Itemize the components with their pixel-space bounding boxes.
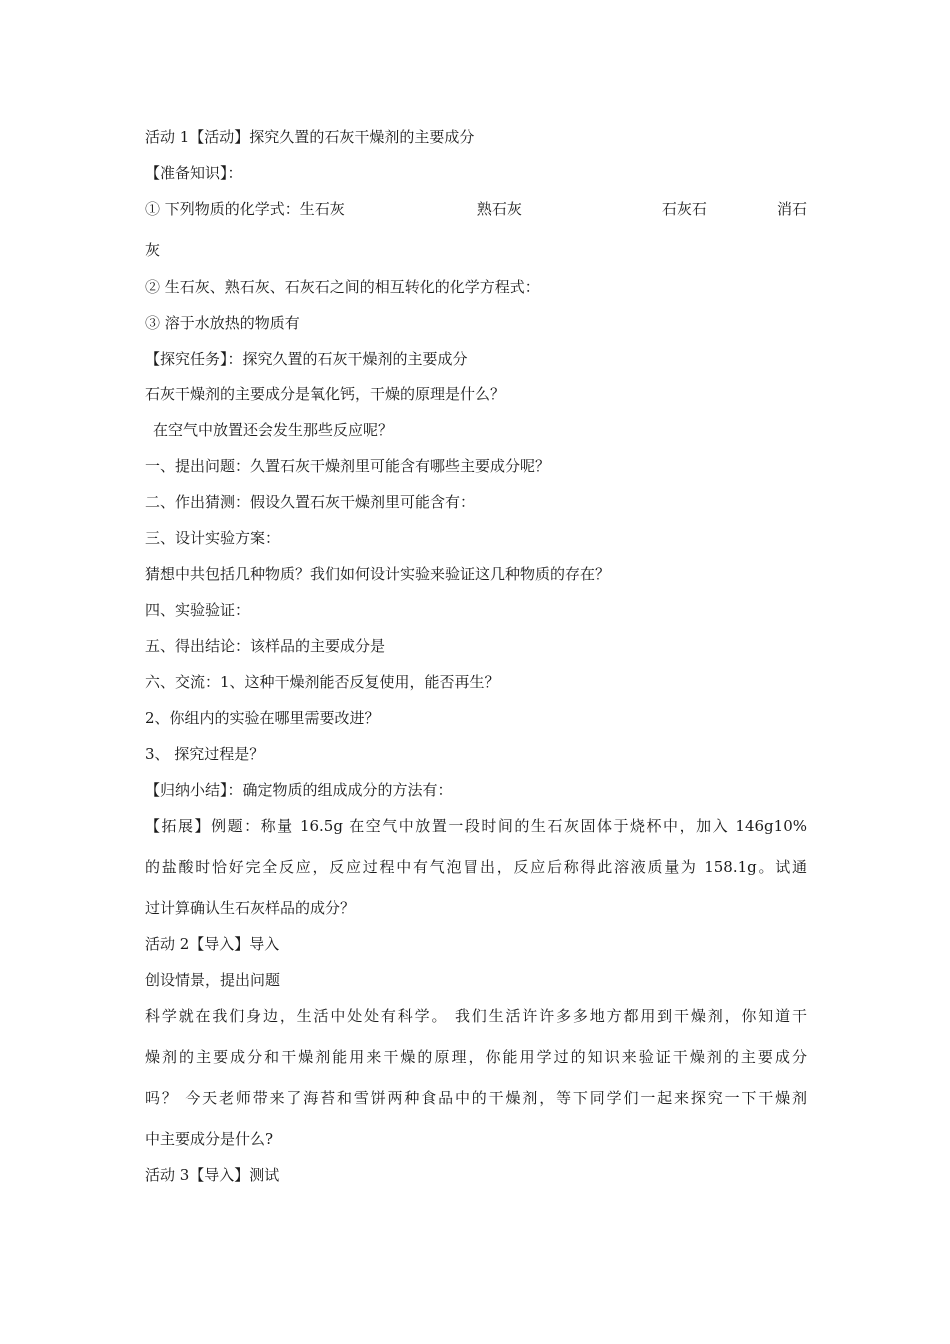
prep-heading: 【准备知识】：: [145, 164, 243, 182]
step-1: 一、提出问题：久置石灰干燥剂里可能含有哪些主要成分呢？: [145, 457, 551, 475]
task-heading: 【探究任务】：探究久置的石灰干燥剂的主要成分: [145, 350, 468, 368]
question-reactions: 在空气中放置还会发生那些反应呢？: [153, 421, 394, 439]
step-3: 三、设计实验方案：: [145, 529, 281, 547]
activity2-title: 活动 2【导入】导入: [145, 935, 280, 953]
extension-line-1: 【拓展】例题：称量 16.5g 在空气中放置一段时间的生石灰固体于烧杯中，加入 146g10%: [145, 817, 807, 835]
step-3-question: 猜想中共包括几种物质？我们如何设计实验来验证这几种物质的存在？: [145, 565, 611, 583]
item1-slaked-lime: 熟石灰: [476, 200, 522, 218]
item1-limestone: 石灰石: [661, 200, 707, 218]
step-4: 四、实验验证：: [145, 601, 251, 619]
intro-line-2: 燥剂的主要成分和干燥剂能用来干燥的原理，你能用学过的知识来验证干燥剂的主要成分: [145, 1048, 807, 1066]
activity1-title: 活动 1【活动】探究久置的石灰干燥剂的主要成分: [145, 128, 475, 146]
item1-row: [145, 199, 807, 219]
extension-line-2: 的盐酸时恰好完全反应，反应过程中有气泡冒出，反应后称得此溶液质量为 158.1g。试通: [145, 858, 807, 876]
intro-line-1: 科学就在我们身边，生活中处处有科学。 我们生活许许多多地方都用到干燥剂，你知道干: [145, 1007, 807, 1025]
item1-label: ① 下列物质的化学式：生石灰: [145, 200, 345, 218]
step-6-3: 3、 探究过程是？: [145, 745, 265, 763]
scenario: 创设情景，提出问题: [145, 971, 281, 989]
summary: 【归纳小结】：确定物质的组成成分的方法有：: [145, 781, 453, 799]
item3: ③ 溶于水放热的物质有: [145, 314, 300, 332]
intro-line-3: 吗？ 今天老师带来了海苔和雪饼两种食品中的干燥剂，等下同学们一起来探究一下干燥剂: [145, 1089, 807, 1107]
item1-hydrated-lime: 消石: [776, 200, 807, 218]
activity3-title: 活动 3【导入】测试: [145, 1166, 280, 1184]
step-2: 二、作出猜测：假设久置石灰干燥剂里可能含有：: [145, 493, 476, 511]
step-6: 六、交流：1、这种干燥剂能否反复使用，能否再生？: [145, 673, 500, 691]
step-5: 五、得出结论：该样品的主要成分是: [145, 637, 386, 655]
step-6-2: 2、你组内的实验在哪里需要改进？: [145, 709, 380, 727]
item1-wrap: 灰: [145, 241, 161, 259]
intro-line-4: 中主要成分是什么?: [145, 1130, 274, 1148]
question-principle: 石灰干燥剂的主要成分是氧化钙，干燥的原理是什么？: [145, 385, 506, 403]
extension-line-3: 过计算确认生石灰样品的成分？: [145, 899, 356, 917]
item2: ② 生石灰、熟石灰、石灰石之间的相互转化的化学方程式：: [145, 278, 540, 296]
